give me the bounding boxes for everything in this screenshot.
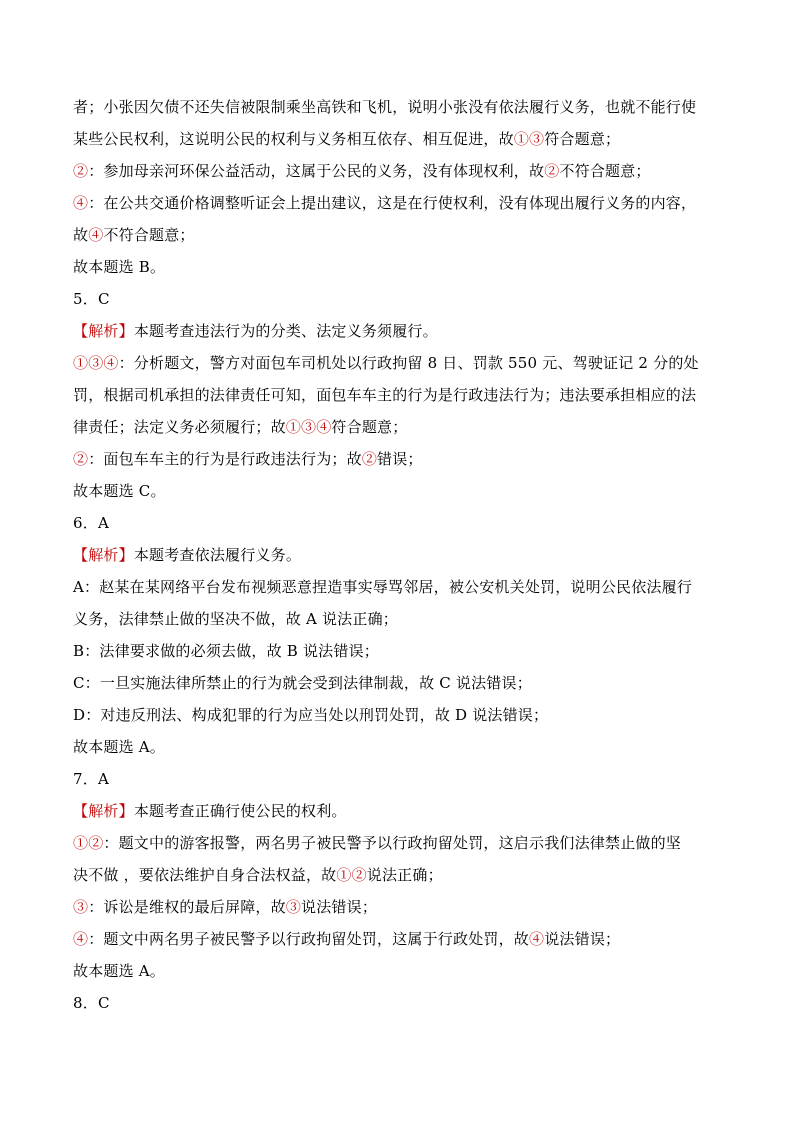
- text-segment: ：在公共交通价格调整听证会上提出建议，这是在行使权利，没有体现出履行义务的内容，: [88, 194, 697, 212]
- text-segment: 说法正确；: [366, 866, 443, 884]
- option-marker: ①③④: [73, 354, 119, 372]
- analysis-heading: 【解析】: [73, 546, 134, 564]
- text-line: [73, 283, 734, 315]
- text-segment: 故本题选 C。: [73, 482, 166, 500]
- text-segment: C：一旦实施法律所禁止的行为就会受到法律制裁，故 C 说法错误；: [73, 674, 532, 692]
- text-segment: B：法律要求做的必须去做，故 B 说法错误；: [73, 642, 379, 660]
- option-marker: ④: [88, 226, 104, 244]
- text-segment: 本题考查依法履行义务。: [133, 546, 302, 564]
- text-line: [73, 571, 734, 603]
- text-line: [73, 987, 734, 1019]
- analysis-heading: 【解析】: [73, 322, 134, 340]
- text-line: [73, 603, 734, 635]
- text-segment: 者；小张因欠债不还失信被限制乘坐高铁和飞机，说明小张没有依法履行义务，也就不能行使: [73, 98, 697, 116]
- text-segment: ：面包车车主的行为是行政违法行为；故: [88, 450, 362, 468]
- text-line: [73, 667, 734, 699]
- text-line: [73, 635, 734, 667]
- option-marker: ①②: [73, 834, 104, 852]
- text-line: [73, 507, 734, 539]
- text-line: [73, 219, 734, 251]
- text-segment: 决不做 ，要依法维护自身合法权益，故: [73, 866, 337, 884]
- text-segment: D：对违反刑法、构成犯罪的行为应当处以刑罚处罚，故 D 说法错误；: [73, 706, 549, 724]
- text-segment: 5．C: [73, 290, 110, 308]
- text-line: [73, 91, 734, 123]
- text-segment: 符合题意；: [331, 418, 408, 436]
- text-segment: 本题考查正确行使公民的权利。: [133, 802, 347, 820]
- text-line: [73, 795, 734, 827]
- text-segment: ：题文中两名男子被民警予以行政拘留处罚，这属于行政处罚，故: [88, 930, 530, 948]
- text-segment: 故本题选 A。: [73, 738, 166, 756]
- analysis-heading: 【解析】: [73, 802, 134, 820]
- text-line: [73, 827, 734, 859]
- text-line: [73, 443, 734, 475]
- text-line: [73, 731, 734, 763]
- text-line: [73, 123, 734, 155]
- text-line: [73, 251, 734, 283]
- text-line: [73, 155, 734, 187]
- text-line: [73, 955, 734, 987]
- text-line: [73, 411, 734, 443]
- text-segment: 义务，法律禁止做的坚决不做，故 A 说法正确；: [73, 610, 398, 628]
- text-segment: 故本题选 B。: [73, 258, 166, 276]
- text-segment: 律责任；法定义务必须履行；故: [73, 418, 286, 436]
- text-segment: 说法错误；: [301, 898, 378, 916]
- text-segment: ：参加母亲河环保公益活动，这属于公民的义务，没有体现权利，故: [88, 162, 545, 180]
- text-segment: 6．A: [73, 514, 109, 532]
- option-marker: ③: [285, 898, 302, 916]
- option-marker: ④: [73, 194, 89, 212]
- option-marker: ①③④: [285, 418, 332, 436]
- text-line: [73, 923, 734, 955]
- text-line: [73, 187, 734, 219]
- option-marker: ④: [529, 930, 545, 948]
- text-segment: ：诉讼是维权的最后屏障，故: [88, 898, 286, 916]
- answer-explanation-text: [73, 91, 734, 1019]
- text-line: [73, 891, 734, 923]
- text-line: [73, 315, 734, 347]
- text-line: [73, 379, 734, 411]
- text-segment: 故本题选 A。: [73, 962, 166, 980]
- option-marker: ③: [73, 898, 89, 916]
- text-segment: ：题文中的游客报警，两名男子被民警予以行政拘留处罚，这启示我们法律禁止做的坚: [103, 834, 682, 852]
- text-line: [73, 859, 734, 891]
- text-segment: A：赵某在某网络平台发布视频恶意捏造事实辱骂邻居，被公安机关处罚，说明公民依法履行: [73, 578, 693, 596]
- text-line: [73, 475, 734, 507]
- option-marker: ④: [73, 930, 89, 948]
- text-segment: 错误；: [377, 450, 423, 468]
- option-marker: ②: [73, 162, 89, 180]
- text-line: [73, 763, 734, 795]
- text-segment: 故: [73, 226, 89, 244]
- text-segment: 某些公民权利，这说明公民的权利与义务相互依存、相互促进，故: [73, 130, 514, 148]
- option-marker: ②: [361, 450, 378, 468]
- text-segment: 说法错误；: [544, 930, 621, 948]
- text-line: [73, 347, 734, 379]
- option-marker: ②: [544, 162, 560, 180]
- text-segment: 不符合题意；: [559, 162, 651, 180]
- text-segment: ：分析题文，警方对面包车司机处以行政拘留 8 日、罚款 550 元、驾驶证记 2 分的处: [118, 354, 699, 372]
- option-marker: ①②: [336, 866, 367, 884]
- text-segment: 罚，根据司机承担的法律责任可知，面包车车主的行为是行政违法行为；违法要承担相应的法: [73, 386, 697, 404]
- text-segment: 7．A: [73, 770, 109, 788]
- option-marker: ①③: [513, 130, 545, 148]
- text-segment: 不符合题意；: [103, 226, 195, 244]
- text-segment: 符合题意；: [544, 130, 621, 148]
- text-segment: 8．C: [73, 994, 110, 1012]
- text-segment: 本题考查违法行为的分类、法定义务须履行。: [133, 322, 438, 340]
- text-line: [73, 539, 734, 571]
- text-line: [73, 699, 734, 731]
- option-marker: ②: [73, 450, 89, 468]
